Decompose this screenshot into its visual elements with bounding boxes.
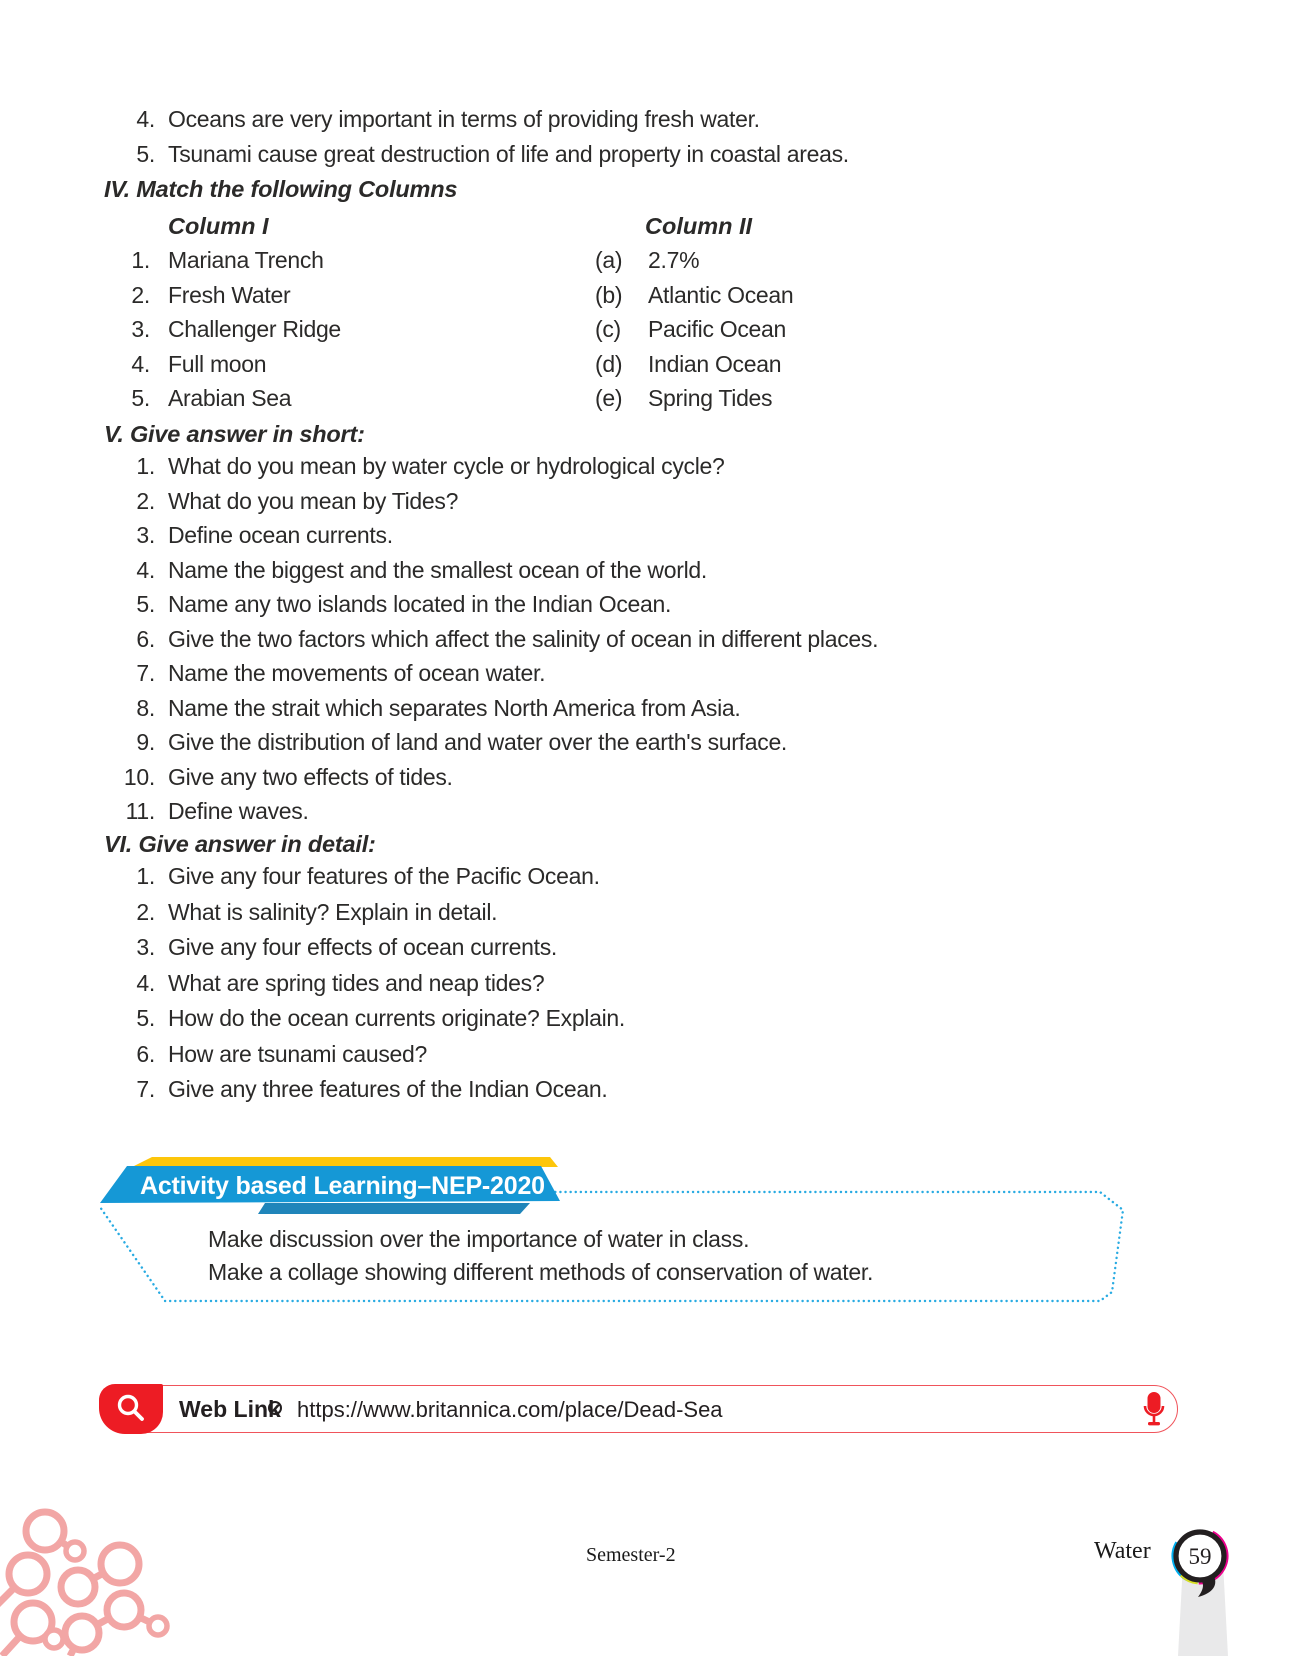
item-text: Give any four effects of ocean currents. [168,934,558,960]
item-text: Name the strait which separates North America from Asia. [168,694,741,721]
item-number: 4. [136,106,155,132]
item-text: Name the biggest and the smallest ocean of the world. [168,556,707,583]
item-text: Define waves. [168,798,309,824]
item-text: Give any two effects of tides. [168,763,453,790]
row-number: 2. [131,281,150,308]
weblink-label: Web Link [179,1396,281,1422]
row-letter: (e) [595,385,623,411]
true-false-statements [100,106,1220,175]
banner-yellow-shape [132,1157,558,1167]
short-answer-questions [100,453,1220,833]
column2-value: Spring Tides [648,385,773,411]
item-number: 2. [136,898,155,925]
item-number: 3. [136,522,155,548]
match-row [100,282,1000,317]
section-heading-short-answer: V. Give answer in short: [104,421,365,447]
column2-value: Indian Ocean [648,350,782,377]
microphone-icon [1141,1390,1167,1430]
item-text: How are tsunami caused? [168,1040,428,1067]
column2-value: Pacific Ocean [648,316,786,342]
row-number: 5. [131,385,150,411]
question-item [100,695,1220,730]
item-text: Give the distribution of land and water over the earth's surface. [168,729,788,755]
banner-shadow-shape [258,1203,530,1214]
item-number: 6. [136,1040,155,1067]
match-row [100,247,1000,282]
item-number: 2. [136,487,155,514]
item-number: 8. [136,694,155,721]
match-row [100,351,1000,386]
item-number: 10. [123,763,155,790]
search-icon [114,1392,148,1426]
row-number: 4. [131,350,150,377]
weblink-url[interactable]: https://www.britannica.com/place/Dead-Sea [297,1397,723,1422]
item-number: 5. [136,140,155,167]
list-item [100,141,1220,176]
item-number: 7. [136,660,155,686]
item-number: 9. [136,729,155,755]
question-item [100,729,1220,764]
question-item [100,1076,1220,1112]
question-item [100,1005,1220,1041]
column2-header: Column II [645,213,753,239]
item-text: Tsunami cause great destruction of life and property in coastal areas. [168,140,849,167]
section-heading-detail-answer: VI. Give answer in detail: [104,831,376,857]
item-number: 1. [136,453,155,479]
row-letter: (a) [595,247,623,273]
item-number: 1. [136,863,155,889]
question-item [100,660,1220,695]
question-item [100,798,1220,833]
activity-line: Make a collage showing different methods of conservation of water. [208,1259,874,1285]
item-text: Give any four features of the Pacific Ocean. [168,863,600,889]
match-row [100,316,1000,351]
footer-semester: Semester-2 [586,1544,676,1566]
item-text: Give the two factors which affect the salinity of ocean in different places. [168,625,879,652]
question-item [100,626,1220,661]
page-number-badge [1155,1515,1255,1656]
item-text: Define ocean currents. [168,522,393,548]
activity-banner-title: Activity based Learning–NEP-2020 [140,1172,545,1200]
question-item [100,899,1220,935]
question-item [100,934,1220,970]
item-number: 6. [136,625,155,652]
row-number: 3. [131,316,150,342]
activity-line: Make discussion over the importance of water in class. [208,1226,750,1252]
weblink-bar [100,1385,1178,1433]
item-text: What do you mean by Tides? [168,487,459,514]
question-item [100,764,1220,799]
column1-value: Fresh Water [168,281,291,308]
item-text: What are spring tides and neap tides? [168,969,545,996]
question-item [100,1041,1220,1077]
column1-value: Challenger Ridge [168,316,341,342]
question-item [100,591,1220,626]
molecule-decoration [0,1490,200,1656]
match-rows [100,247,1000,420]
row-letter: (d) [595,350,623,377]
item-text: What is salinity? Explain in detail. [168,898,498,925]
item-text: Name the movements of ocean water. [168,660,546,686]
question-item [100,970,1220,1006]
match-row [100,385,1000,420]
column1-value: Arabian Sea [168,385,292,411]
detail-questions [100,863,1220,1112]
item-number: 4. [136,969,155,996]
item-text: How do the ocean currents originate? Explain. [168,1005,626,1031]
list-item [100,106,1220,141]
column2-value: Atlantic Ocean [648,281,794,308]
weblink-search-box [99,1384,163,1434]
item-number: 3. [136,934,155,960]
column1-header: Column I [168,213,269,239]
item-text: Give any three features of the Indian Ocean. [168,1076,608,1102]
question-item [100,557,1220,592]
item-text: Oceans are very important in terms of providing fresh water. [168,106,760,132]
question-item [100,453,1220,488]
row-letter: (b) [595,281,623,308]
item-number: 5. [136,1005,155,1031]
question-item [100,522,1220,557]
section-heading-match: IV. Match the following Columns [104,176,458,202]
question-item [100,488,1220,523]
footer-page-number: 59 [1188,1544,1212,1569]
item-number: 5. [136,591,155,617]
question-item [100,863,1220,899]
link-circle-icon [268,1401,282,1415]
item-number: 4. [136,556,155,583]
row-letter: (c) [595,316,621,342]
column1-value: Full moon [168,350,267,377]
item-text: Name any two islands located in the Indian Ocean. [168,591,672,617]
item-number: 11. [125,798,155,824]
column1-value: Mariana Trench [168,247,324,273]
row-number: 1. [131,247,150,273]
item-number: 7. [136,1076,155,1102]
footer-chapter-title: Water [1094,1538,1151,1564]
column2-value: 2.7% [648,247,700,273]
item-text: What do you mean by water cycle or hydrological cycle? [168,453,725,479]
